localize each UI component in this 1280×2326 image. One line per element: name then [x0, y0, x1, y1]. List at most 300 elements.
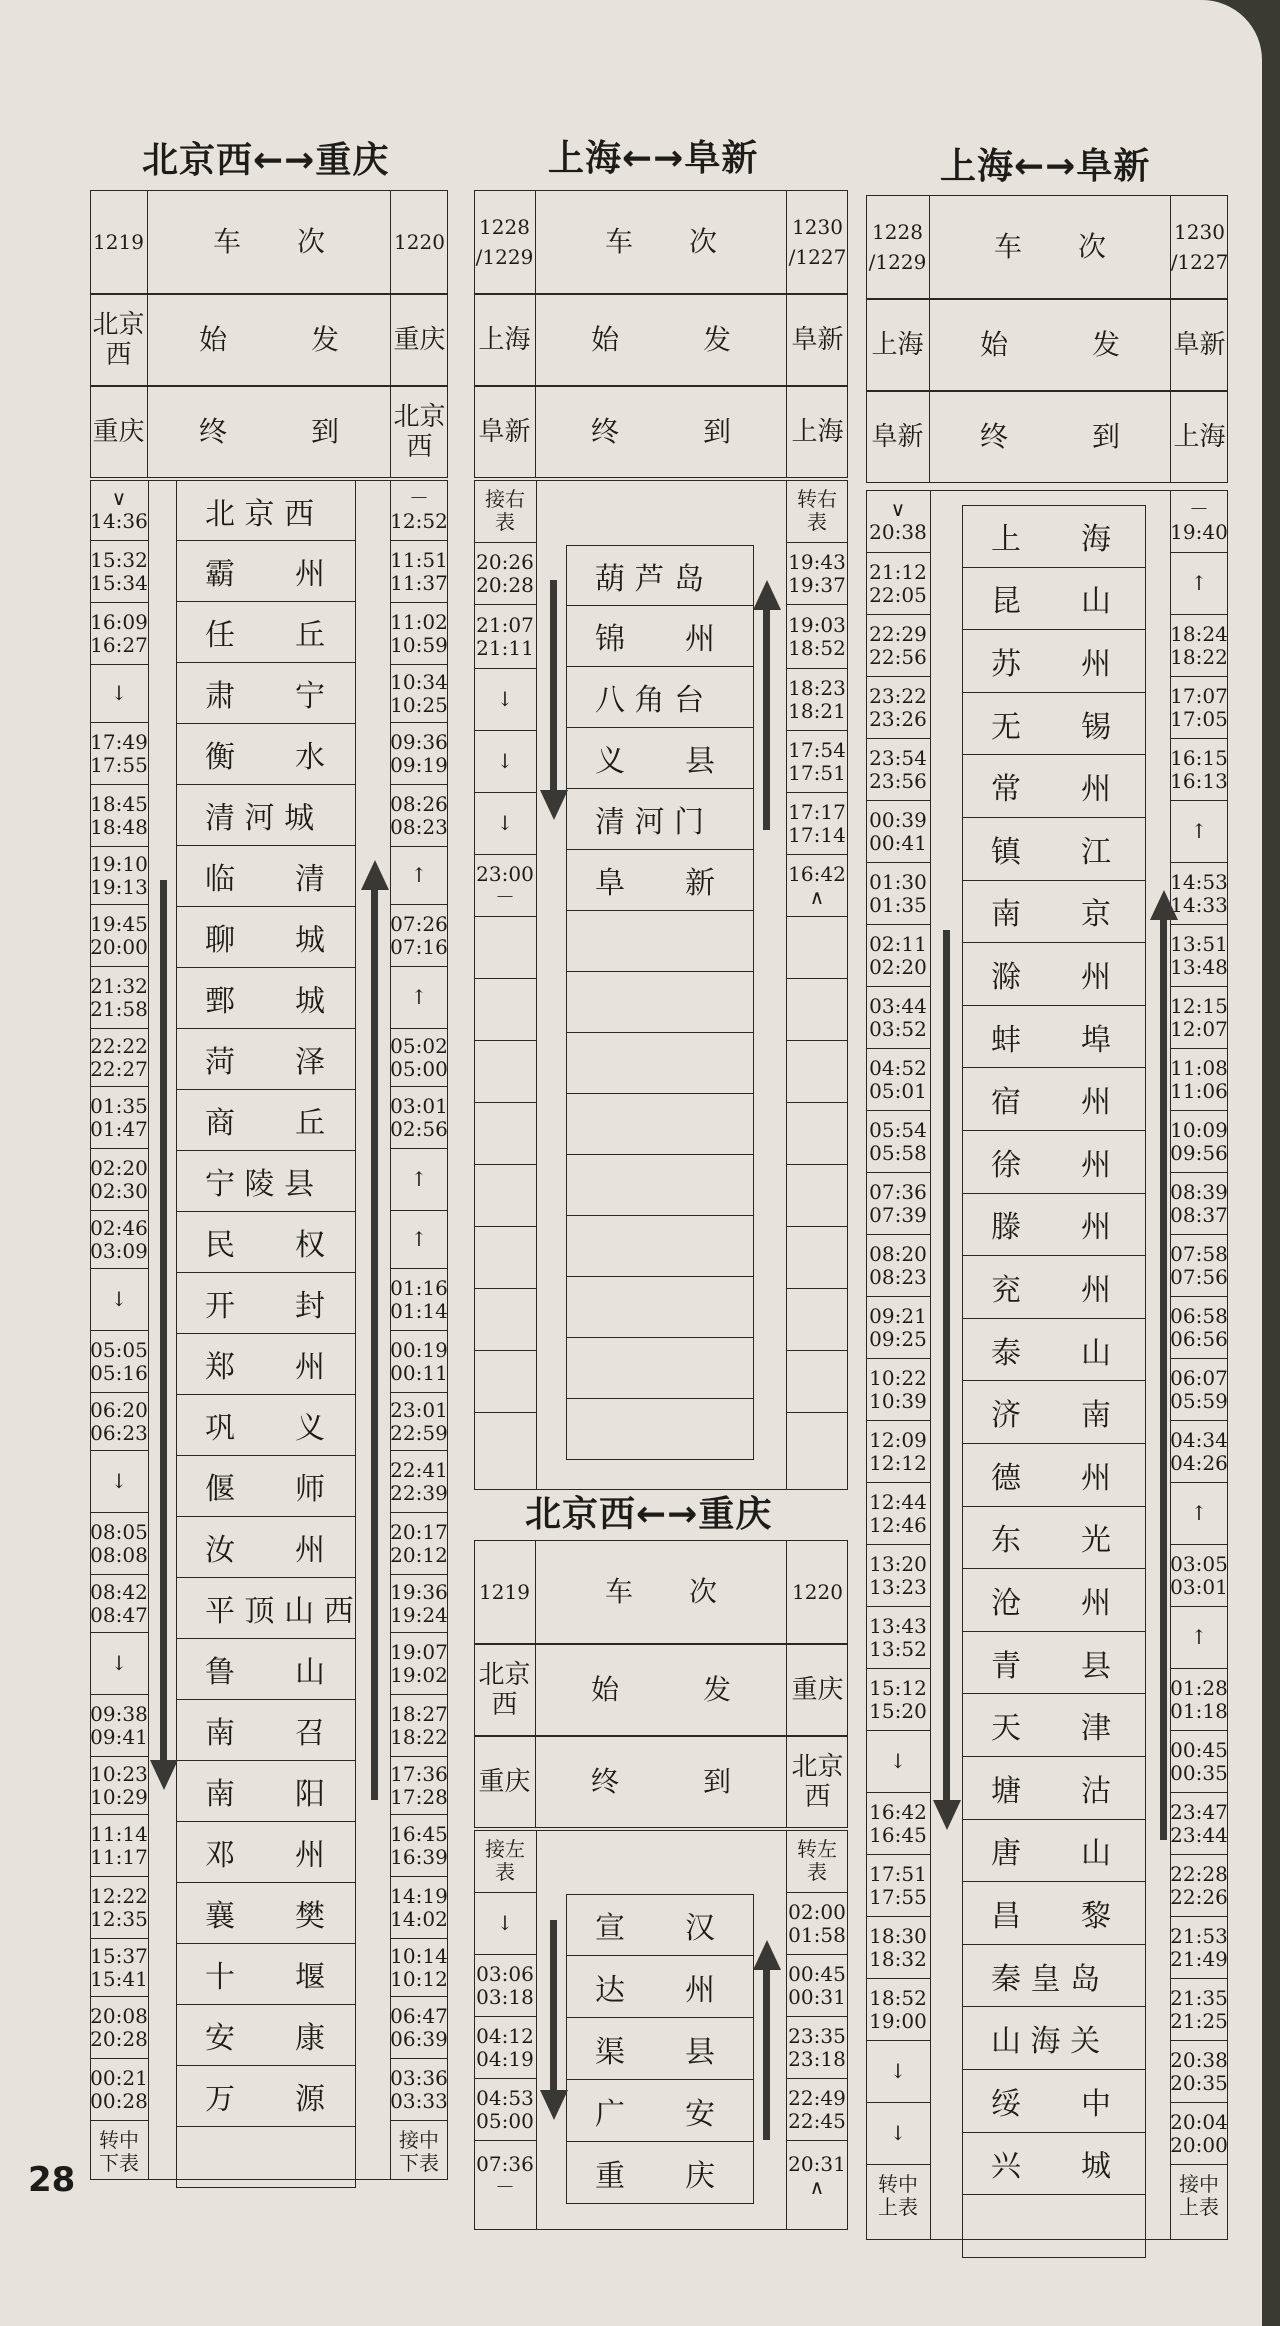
station-name: 襄 樊 [205, 1899, 325, 1934]
header-train-label: 车 次 [604, 1575, 717, 1608]
time-right: 06:58 06:56 [1170, 1296, 1228, 1358]
station-name: 南 阳 [205, 1777, 325, 1812]
station-name: 南 京 [991, 897, 1111, 933]
station-row [176, 480, 356, 541]
station-row [566, 2018, 754, 2080]
header-end-label: 终 到 [198, 415, 339, 448]
route-title: 北京西←→重庆 [142, 140, 390, 181]
time-left: 08:05 08:08 [90, 1512, 148, 1574]
time-right: 17:36 17:28 [390, 1756, 448, 1814]
station-name: 秦 皇 岛 [991, 1961, 1101, 1997]
header-start-right: 重庆 [390, 294, 448, 386]
time-left-empty [474, 1040, 536, 1102]
time-right-empty [786, 1102, 848, 1164]
header-start-label: 始 发 [590, 323, 731, 356]
time-right: 06:07 05:59 [1170, 1358, 1228, 1420]
station-row [176, 1517, 356, 1578]
station-row [962, 2007, 1146, 2070]
station-row-empty [566, 1277, 754, 1338]
station-name: 宣 汉 [595, 1911, 715, 1946]
header-end-left: 阜新 [866, 391, 930, 483]
station-row [566, 2142, 754, 2204]
time-left: 接右 表 [485, 487, 525, 534]
time-right: 03:01 02:56 [390, 1086, 448, 1148]
time-left: ↓ [474, 792, 536, 854]
station-row [176, 1212, 356, 1273]
down-arrow-icon [540, 2090, 568, 2120]
time-left: 04:12 04:19 [474, 2016, 536, 2078]
station-name: 万 源 [205, 2082, 325, 2117]
time-left: 17:49 17:55 [90, 722, 148, 784]
time-right: 19:07 19:02 [390, 1632, 448, 1694]
time-right-empty [786, 1164, 848, 1226]
station-row [566, 850, 754, 911]
time-right: 07:26 07:16 [390, 904, 448, 966]
page-number: 28 [28, 2160, 76, 2200]
time-right: 16:45 16:39 [390, 1814, 448, 1876]
time-right: ↑ [1170, 552, 1228, 614]
time-right: 16:42 ∧ [786, 854, 848, 916]
station-row [566, 1956, 754, 2018]
time-left: ∨ 20:38 [869, 497, 927, 544]
up-arrow-icon [753, 1940, 781, 1970]
up-arrow-line [371, 886, 378, 1800]
station-row [176, 663, 356, 724]
time-right: 18:23 18:21 [786, 668, 848, 730]
time-right: － 19:40 [1170, 497, 1228, 544]
time-right: 13:51 13:48 [1170, 924, 1228, 986]
time-left-empty [474, 916, 536, 978]
station-name: 渠 县 [595, 2034, 715, 2070]
header-start-right: 阜新 [1170, 299, 1228, 391]
station-name: 鲁 山 [205, 1655, 325, 1690]
time-right: ↑ [390, 1210, 448, 1268]
station-name: 济 南 [991, 1398, 1111, 1434]
time-right: 00:45 00:35 [1170, 1730, 1228, 1792]
time-right: 04:34 04:26 [1170, 1420, 1228, 1482]
time-right: 11:02 10:59 [390, 602, 448, 664]
time-left: 18:52 19:00 [866, 1978, 930, 2040]
time-left: 20:08 20:28 [90, 1996, 148, 2058]
time-left: 02:20 02:30 [90, 1148, 148, 1210]
header-end-right: 上海 [786, 386, 848, 478]
station-row-empty [566, 1399, 754, 1460]
station-row [962, 693, 1146, 756]
station-row [962, 568, 1146, 631]
down-arrow-line [550, 1920, 557, 2094]
time-left: 06:20 06:23 [90, 1392, 148, 1450]
station-name: 八 角 台 [595, 683, 705, 718]
time-right: 00:45 00:31 [786, 1954, 848, 2016]
header-start-label: 始 发 [979, 328, 1120, 361]
time-right: 17:17 17:14 [786, 792, 848, 854]
time-left: ↓ [866, 2102, 930, 2164]
station-name: 昆 山 [991, 584, 1111, 620]
up-arrow-line [763, 606, 770, 830]
header-start-left: 上海 [866, 299, 930, 391]
station-name: 邓 州 [205, 1838, 325, 1873]
time-left: 16:09 16:27 [90, 602, 148, 664]
time-right: 09:36 09:19 [390, 722, 448, 784]
time-left: 19:45 20:00 [90, 904, 148, 966]
up-arrow-icon [753, 580, 781, 610]
time-left: 02:46 03:09 [90, 1210, 148, 1268]
station-name: 阜 新 [595, 866, 715, 901]
time-left: 07:36 07:39 [866, 1172, 930, 1234]
time-right: 01:28 01:18 [1170, 1668, 1228, 1730]
time-left: 00:39 00:41 [866, 800, 930, 862]
station-row [962, 1632, 1146, 1695]
station-row [176, 1456, 356, 1517]
time-left: 05:05 05:16 [90, 1330, 148, 1392]
up-arrow-icon [361, 860, 389, 890]
time-right: 03:36 03:33 [390, 2058, 448, 2120]
station-name: 宿 州 [991, 1085, 1111, 1121]
time-right: 23:01 22:59 [390, 1392, 448, 1450]
time-left: 15:12 15:20 [866, 1668, 930, 1730]
station-name: 上 海 [991, 522, 1111, 558]
station-row [962, 2070, 1146, 2133]
up-arrow-line [1160, 916, 1167, 1840]
time-left: 13:43 13:52 [866, 1606, 930, 1668]
station-row [962, 881, 1146, 944]
time-left: 15:32 15:34 [90, 540, 148, 602]
time-left: 21:07 21:11 [474, 604, 536, 668]
station-name: 兴 城 [991, 2149, 1111, 2185]
station-row [176, 1700, 356, 1761]
time-right: － 12:52 [390, 486, 448, 533]
time-left: 16:42 16:45 [866, 1792, 930, 1854]
time-left: 22:22 22:27 [90, 1028, 148, 1086]
time-right: 06:47 06:39 [390, 1996, 448, 2058]
time-right-empty [786, 1040, 848, 1102]
time-left-empty [474, 1226, 536, 1288]
header-train-left: 1228 /1229 [866, 195, 930, 299]
time-right: 14:53 14:33 [1170, 862, 1228, 924]
station-name: 聊 城 [205, 923, 325, 958]
time-right: 02:00 01:58 [786, 1892, 848, 1954]
time-left: ↓ [474, 668, 536, 730]
station-name: 常 州 [991, 772, 1111, 808]
station-row [962, 1068, 1146, 1131]
up-arrow-line [763, 1966, 770, 2140]
time-right: 22:41 22:39 [390, 1450, 448, 1512]
station-row-empty [566, 911, 754, 972]
time-left: ↓ [474, 1892, 536, 1954]
station-name: 东 光 [991, 1523, 1111, 1559]
station-row [566, 606, 754, 667]
time-left: 18:45 18:48 [90, 784, 148, 846]
time-right-empty [786, 916, 848, 978]
time-right-empty [786, 1350, 848, 1412]
time-right: 19:03 18:52 [786, 604, 848, 668]
station-name: 德 州 [991, 1460, 1111, 1496]
route-title: 上海←→阜新 [940, 146, 1151, 187]
header-end-right: 北京 西 [786, 1736, 848, 1828]
time-left: 23:00 － [474, 854, 536, 916]
header-train-right: 1230 /1227 [786, 190, 848, 294]
station-name: 宁 陵 县 [205, 1167, 315, 1202]
station-row [176, 1578, 356, 1639]
station-row [176, 2066, 356, 2127]
station-row [962, 2133, 1146, 2196]
time-left: 12:22 12:35 [90, 1876, 148, 1938]
station-row [176, 724, 356, 785]
time-left: 17:51 17:55 [866, 1854, 930, 1916]
header-train-label: 车 次 [604, 225, 717, 258]
station-name: 泰 山 [991, 1335, 1111, 1371]
station-name: 镇 江 [991, 834, 1111, 870]
header-start-label: 始 发 [590, 1673, 731, 1706]
time-right: 21:53 21:49 [1170, 1916, 1228, 1978]
station-row-empty [176, 2127, 356, 2188]
station-name: 无 锡 [991, 709, 1111, 745]
time-left: 22:29 22:56 [866, 614, 930, 676]
station-row-empty [566, 1094, 754, 1155]
station-name: 民 权 [205, 1228, 325, 1263]
time-left: 09:21 09:25 [866, 1296, 930, 1358]
station-row [176, 785, 356, 846]
time-left: 20:26 20:28 [474, 542, 536, 604]
station-name: 清 河 城 [205, 801, 315, 836]
header-train-label: 车 次 [212, 225, 325, 258]
time-left: 21:32 21:58 [90, 966, 148, 1028]
time-right: 23:35 23:18 [786, 2016, 848, 2078]
route-title: 北京西←→重庆 [525, 1494, 773, 1535]
time-right: 00:19 00:11 [390, 1330, 448, 1392]
station-row-empty [566, 972, 754, 1033]
station-row [176, 1944, 356, 2005]
time-left-empty [474, 1412, 536, 1474]
station-name: 商 丘 [205, 1106, 325, 1141]
time-left: ↓ [90, 1268, 148, 1330]
time-left: 12:44 12:46 [866, 1482, 930, 1544]
station-name: 肃 宁 [205, 679, 325, 714]
time-right: 23:47 23:44 [1170, 1792, 1228, 1854]
route-title: 上海←→阜新 [548, 138, 759, 179]
time-right: 11:08 11:06 [1170, 1048, 1228, 1110]
station-name: 达 州 [595, 1972, 715, 2008]
time-left: 19:10 19:13 [90, 846, 148, 904]
time-left: 转中 下表 [90, 2120, 148, 2182]
station-name: 义 县 [595, 744, 715, 779]
station-name: 安 康 [205, 2021, 325, 2056]
station-row [962, 1694, 1146, 1757]
station-row [176, 1883, 356, 1944]
station-row [962, 505, 1146, 568]
station-row [962, 1319, 1146, 1382]
time-left: 01:30 01:35 [866, 862, 930, 924]
time-right: 22:49 22:45 [786, 2078, 848, 2140]
time-right-empty [786, 1226, 848, 1288]
station-row [566, 789, 754, 850]
down-arrow-line [943, 930, 950, 1804]
station-row [566, 728, 754, 789]
station-row [176, 1334, 356, 1395]
station-name: 十 堰 [205, 1960, 325, 1995]
station-name: 北 京 西 [205, 496, 315, 532]
time-left: 03:06 03:18 [474, 1954, 536, 2016]
time-left: 10:23 10:29 [90, 1756, 148, 1814]
time-left: 03:44 03:52 [866, 986, 930, 1048]
column-divider-left [536, 1830, 537, 2230]
time-left: 02:11 02:20 [866, 924, 930, 986]
station-row [962, 1882, 1146, 1945]
station-row [962, 943, 1146, 1006]
time-right: ↑ [390, 1148, 448, 1210]
station-name: 沧 州 [991, 1585, 1111, 1621]
time-right: 12:15 12:07 [1170, 986, 1228, 1048]
time-left: 08:42 08:47 [90, 1574, 148, 1632]
time-right: 05:02 05:00 [390, 1028, 448, 1086]
time-left: 12:09 12:12 [866, 1420, 930, 1482]
station-row-empty [566, 1338, 754, 1399]
station-name: 兖 州 [991, 1272, 1111, 1308]
time-right: 接中 下表 [390, 2120, 448, 2182]
time-left: 10:22 10:39 [866, 1358, 930, 1420]
station-row [962, 1945, 1146, 2008]
station-row [962, 1381, 1146, 1444]
time-right: 20:04 20:00 [1170, 2102, 1228, 2164]
time-right: 01:16 01:14 [390, 1268, 448, 1330]
time-left-empty [474, 1164, 536, 1226]
station-name: 郑 州 [205, 1350, 325, 1385]
column-divider-left [536, 480, 537, 1490]
time-right: 19:43 19:37 [786, 542, 848, 604]
up-arrow-icon [1150, 890, 1178, 920]
station-name: 青 县 [991, 1648, 1111, 1684]
time-right: 接中 上表 [1170, 2164, 1228, 2226]
time-left: 04:52 05:01 [866, 1048, 930, 1110]
station-name: 开 封 [205, 1289, 325, 1324]
down-arrow-line [160, 880, 167, 1764]
time-left-empty [474, 1102, 536, 1164]
station-name: 山 海 关 [991, 2024, 1101, 2060]
station-row [176, 1273, 356, 1334]
time-right: 10:14 10:12 [390, 1938, 448, 1996]
station-name: 昌 黎 [991, 1898, 1111, 1934]
time-right: 19:36 19:24 [390, 1574, 448, 1632]
time-left: 04:53 05:00 [474, 2078, 536, 2140]
time-right: 20:31 ∧ [786, 2140, 848, 2210]
time-right: ↑ [1170, 800, 1228, 862]
station-name: 锦 州 [595, 622, 715, 657]
header-end-label: 终 到 [979, 420, 1120, 453]
header-train-left: 1219 [90, 190, 148, 294]
time-right: 10:34 10:25 [390, 664, 448, 722]
time-left: 18:30 18:32 [866, 1916, 930, 1978]
station-row [962, 630, 1146, 693]
station-row [176, 2005, 356, 2066]
time-right: 20:38 20:35 [1170, 2040, 1228, 2102]
time-right: 20:17 20:12 [390, 1512, 448, 1574]
station-name: 重 庆 [595, 2158, 715, 2194]
time-left: 05:54 05:58 [866, 1110, 930, 1172]
station-name: 葫 芦 岛 [595, 561, 705, 597]
time-left: 21:12 22:05 [866, 552, 930, 614]
time-left: ↓ [474, 730, 536, 792]
station-row [962, 1757, 1146, 1820]
time-right: 16:15 16:13 [1170, 738, 1228, 800]
time-right: ↑ [390, 966, 448, 1028]
time-left: 23:22 23:26 [866, 676, 930, 738]
station-name: 绥 中 [991, 2086, 1111, 2122]
station-name: 徐 州 [991, 1147, 1111, 1183]
time-left: 13:20 13:23 [866, 1544, 930, 1606]
station-row [566, 2080, 754, 2142]
station-name: 偃 师 [205, 1472, 325, 1507]
station-name: 衡 水 [205, 740, 325, 775]
time-right: 17:54 17:51 [786, 730, 848, 792]
header-start-right: 重庆 [786, 1644, 848, 1736]
station-row [962, 1131, 1146, 1194]
time-right: 21:35 21:25 [1170, 1978, 1228, 2040]
station-name: 清 河 门 [595, 805, 705, 840]
header-end-left: 重庆 [474, 1736, 536, 1828]
header-end-label: 终 到 [590, 1765, 731, 1798]
station-row [962, 1256, 1146, 1319]
station-row [962, 755, 1146, 818]
station-name: 任 丘 [205, 618, 325, 653]
station-name: 苏 州 [991, 646, 1111, 682]
time-right: ↑ [390, 846, 448, 904]
header-start-left: 北京 西 [474, 1644, 536, 1736]
time-right: 22:28 22:26 [1170, 1854, 1228, 1916]
down-arrow-line [550, 580, 557, 794]
station-row [566, 1894, 754, 1956]
time-left: 07:36 － [474, 2140, 536, 2210]
time-left: ∨ 14:36 [90, 486, 148, 533]
station-name: 菏 泽 [205, 1045, 325, 1080]
station-row-empty [566, 1216, 754, 1277]
header-end-right: 北京 西 [390, 386, 448, 478]
time-right: 11:51 11:37 [390, 540, 448, 602]
station-row [176, 541, 356, 602]
time-left: 00:21 00:28 [90, 2058, 148, 2120]
down-arrow-icon [540, 790, 568, 820]
time-left: 转中 上表 [866, 2164, 930, 2226]
header-start-label: 始 发 [198, 323, 339, 356]
time-right: 18:24 18:22 [1170, 614, 1228, 676]
header-train-right: 1220 [390, 190, 448, 294]
time-right-empty [786, 1288, 848, 1350]
time-left: ↓ [90, 1632, 148, 1694]
header-train-label: 车 次 [993, 230, 1106, 263]
station-name: 滁 州 [991, 959, 1111, 995]
time-left: ↓ [866, 2040, 930, 2102]
column-divider-left [930, 490, 931, 2240]
station-name: 汝 州 [205, 1533, 325, 1568]
time-left: 15:37 15:41 [90, 1938, 148, 1996]
station-name: 广 安 [595, 2096, 715, 2132]
station-row [176, 1151, 356, 1212]
station-name: 临 清 [205, 862, 325, 897]
time-left-empty [474, 978, 536, 1040]
station-row [962, 1194, 1146, 1257]
header-start-left: 北京 西 [90, 294, 148, 386]
station-row [176, 846, 356, 907]
station-name: 蚌 埠 [991, 1022, 1111, 1058]
time-left: ↓ [90, 664, 148, 722]
station-row [176, 1761, 356, 1822]
station-row-empty [566, 1155, 754, 1216]
time-left: ↓ [90, 1450, 148, 1512]
station-row [962, 1820, 1146, 1883]
station-name: 鄄 城 [205, 984, 325, 1019]
header-start-right: 阜新 [786, 294, 848, 386]
header-start-left: 上海 [474, 294, 536, 386]
time-right: ↑ [1170, 1606, 1228, 1668]
